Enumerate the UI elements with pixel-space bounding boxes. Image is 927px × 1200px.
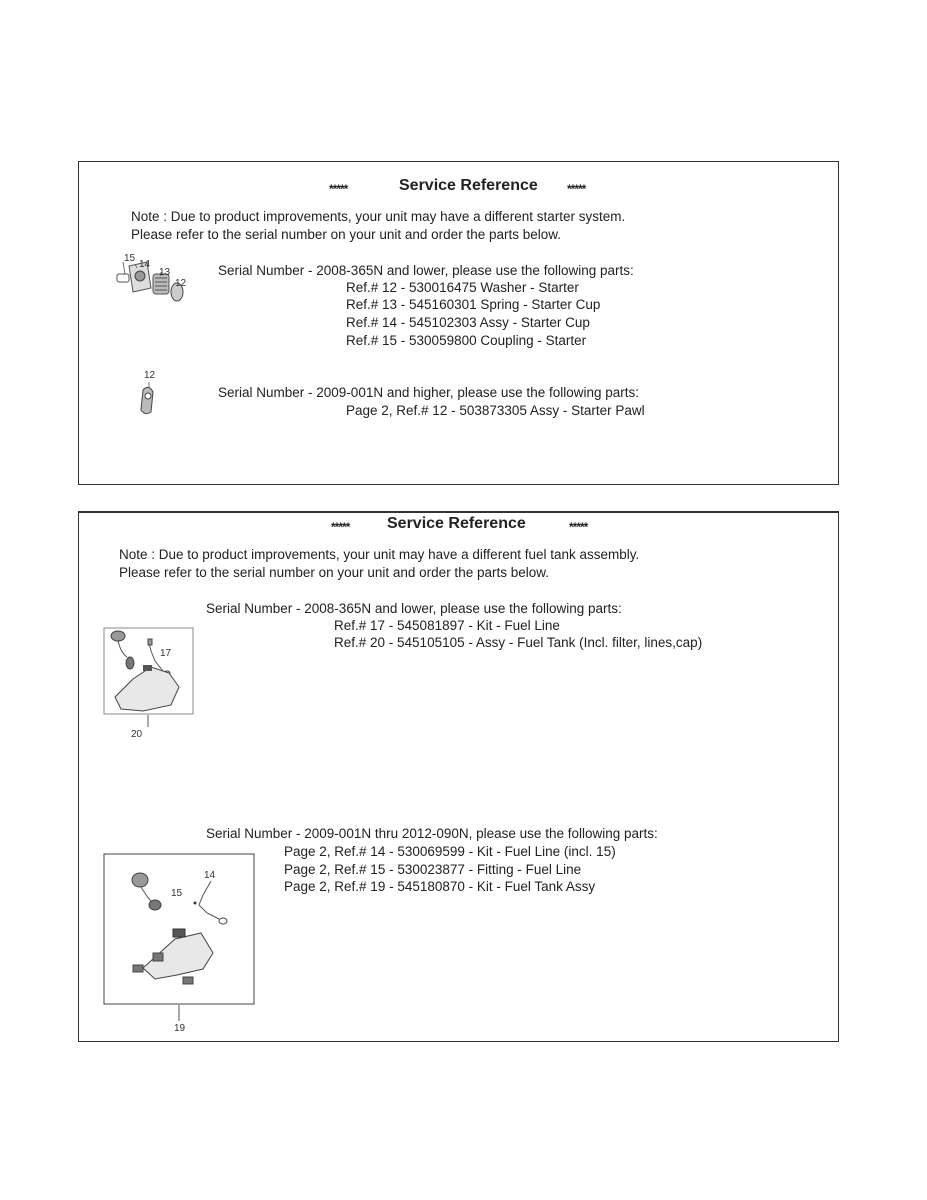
- part-line: Page 2, Ref.# 15 - 530023877 - Fitting - Fuel Line: [284, 862, 582, 877]
- figure-label: 14: [204, 870, 216, 881]
- part-line: Page 2, Ref.# 12 - 503873305 Assy - Starter Pawl: [346, 403, 645, 418]
- part-line: Ref.# 15 - 530059800 Coupling - Starter: [346, 333, 587, 348]
- part-line: Ref.# 17 - 545081897 - Kit - Fuel Line: [334, 618, 560, 633]
- section-title: Service Reference: [399, 177, 538, 194]
- figure-label: 14: [139, 259, 151, 270]
- figure-label: 15: [124, 253, 136, 264]
- part-line: Ref.# 14 - 545102303 Assy - Starter Cup: [346, 315, 590, 330]
- serial-range: Serial Number - 2008-365N and lower, please use the following parts:: [218, 263, 634, 278]
- part-line: Page 2, Ref.# 14 - 530069599 - Kit - Fuel Line (incl. 15): [284, 844, 616, 859]
- service-reference-starter: [78, 161, 839, 485]
- part-line: Ref.# 13 - 545160301 Spring - Starter Cup: [346, 297, 601, 312]
- part-line: Ref.# 12 - 530016475 Washer - Starter: [346, 280, 579, 295]
- note-line-2: Please refer to the serial number on your unit and order the parts below.: [119, 565, 549, 580]
- serial-range: Serial Number - 2009-001N and higher, please use the following parts:: [218, 385, 639, 400]
- figure-label: 20: [131, 729, 143, 740]
- fuel-tank-figure-new: [103, 853, 255, 1028]
- figure-label: 15: [171, 888, 183, 899]
- service-reference-fuel-tank: [78, 511, 839, 1042]
- figure-label: 17: [160, 648, 172, 659]
- figure-label: 19: [174, 1023, 186, 1034]
- note-line-1: Note : Due to product improvements, your unit may have a different fuel tank assembly.: [119, 547, 640, 562]
- note-line-2: Please refer to the serial number on your unit and order the parts below.: [131, 227, 561, 242]
- serial-range: Serial Number - 2008-365N and lower, please use the following parts:: [206, 601, 622, 616]
- serial-range: Serial Number - 2009-001N thru 2012-090N, please use the following parts:: [206, 826, 658, 841]
- stars-right: *****: [569, 520, 588, 534]
- figure-label: 12: [175, 278, 187, 289]
- starter-pawl-figure: [137, 382, 161, 416]
- figure-label: 12: [144, 370, 156, 381]
- stars-left: *****: [331, 520, 350, 534]
- stars-right: *****: [567, 182, 586, 196]
- part-line: Page 2, Ref.# 19 - 545180870 - Kit - Fuel Tank Assy: [284, 879, 596, 894]
- note-line-1: Note : Due to product improvements, your unit may have a different starter system.: [131, 209, 626, 224]
- fuel-tank-figure-old: [103, 627, 195, 739]
- figure-label: 13: [159, 267, 171, 278]
- stars-left: *****: [329, 182, 348, 196]
- section-title: Service Reference: [387, 515, 526, 532]
- part-line: Ref.# 20 - 545105105 - Assy - Fuel Tank (Incl. filter, lines,cap): [334, 635, 703, 650]
